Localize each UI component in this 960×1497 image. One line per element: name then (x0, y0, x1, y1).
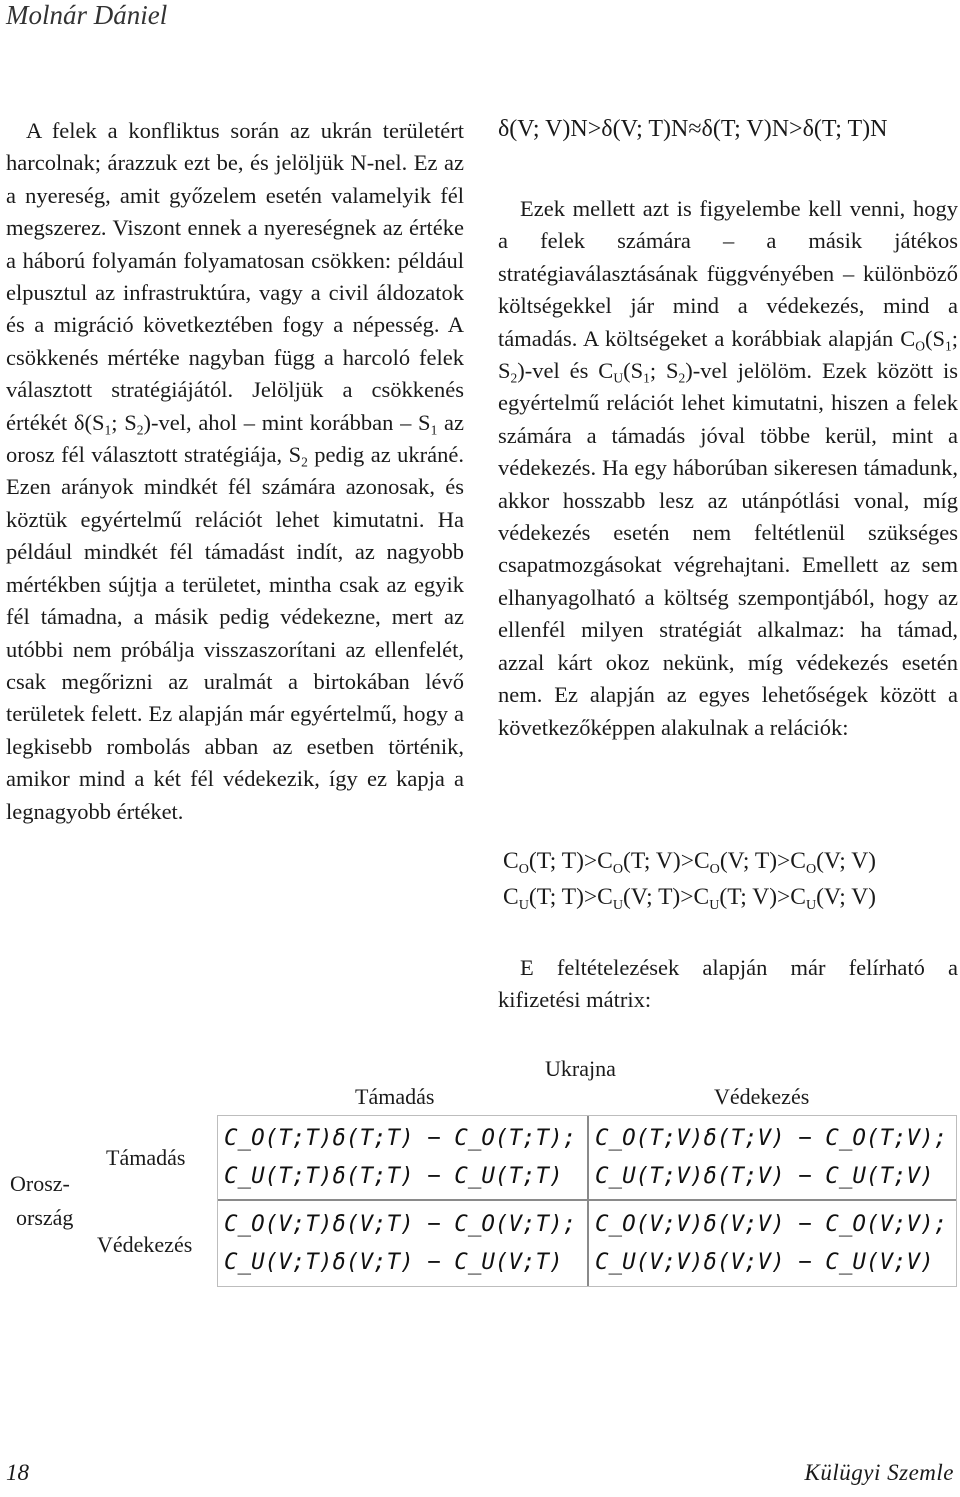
right-paragraph-1 (498, 193, 958, 744)
left-column-text (6, 115, 464, 828)
text-run: pedig az ukráné. Ezen arányok mindkét fél számára azonosak, és köztük egyértelmű relációt lehet kimutatni. Ha például mindkét fél támadást indít, az nagyobb mértékben sújtja a területet, mintha csak az egyik fél támadna, a másik pedig védekezne, mert az utóbbi nem próbálja visszaszorítani az ellenfelét, csak megőrizni az uralmát a birtokában lévő területek felett. Ez alapján már egyértelmű, hogy a legkisebb rombolás abban az esetben történik, amikor mind a két fél védekezik, így ez kapja a legnagyobb értéket. (6, 442, 464, 824)
text-run: (V; V) (816, 848, 876, 874)
right-column-text (498, 193, 958, 744)
subscript: O (612, 860, 624, 877)
right-paragraph-2: E feltételezések alapján már felírható a kifizetési mátrix: (498, 955, 958, 1013)
text-run: (S (924, 325, 945, 351)
matrix-cell-vt-ukraine: C_U(V;T)δ(V;T) − C_U(V;T) (224, 1249, 563, 1275)
text-run: C (503, 848, 519, 874)
text-run: A felek a konfliktus során az ukrán területért harcolnak; árazzuk ezt be, és jelöljük N-nel. Ez az a nyereség, amit győzelem esetén valamelyik fél megszerez. Viszont ennek a nyereségnek az értéke a háború folyamán folyamatosan csökken: például elpusztul az infrastruktúra, vagy a civil áldozatok és a migráció következtében fogy a népesség. A csökkenés mértéke nagyban függ a harcoló felek választott stratégiájától. Jelöljük a csökkenés értékét (6, 118, 464, 435)
text-run: )-vel és C (517, 358, 614, 384)
subscript: 1 (104, 422, 112, 438)
matrix-cell-tv-russia: C_O(T;V)δ(T;V) − C_O(T;V); (595, 1125, 948, 1151)
ukraine-label: Ukrajna (545, 1056, 616, 1081)
text-run: δ(S (73, 409, 105, 435)
subscript: 1 (430, 422, 438, 438)
text-run: )-vel, ahol – mint korábban – S (143, 409, 431, 435)
column-defend-label: Védekezés (714, 1084, 810, 1109)
subscript: O (709, 860, 720, 877)
matrix-horizontal-divider (218, 1199, 956, 1201)
subscript: U (612, 896, 624, 913)
matrix-cell-tt-russia: C_O(T;T)δ(T;T) − C_O(T;T); (224, 1125, 577, 1151)
subscript: U (613, 370, 624, 386)
subscript: 1 (944, 338, 952, 354)
payoff-matrix (217, 1115, 957, 1287)
russia-label-line2: ország (16, 1205, 74, 1230)
text-run: (T; V)>C (623, 848, 710, 874)
matrix-cell-vv-ukraine: C_U(V;V)δ(V;V) − C_U(V;V) (595, 1249, 934, 1275)
subscript: O (805, 860, 817, 877)
matrix-cell-tt-ukraine: C_U(T;T)δ(T;T) − C_U(T;T) (224, 1163, 563, 1189)
matrix-cell-tv-ukraine: C_U(T;V)δ(T;V) − C_U(T;V) (595, 1163, 934, 1189)
text-run: (T; T)>C (528, 848, 613, 874)
subscript: U (805, 896, 817, 913)
row-attack-label: Támadás (106, 1145, 186, 1170)
subscript: 2 (678, 370, 686, 386)
matrix-vertical-divider (587, 1116, 589, 1286)
running-header-author: Molnár Dániel (6, 0, 168, 30)
journal-name: Külügyi Szemle (804, 1460, 954, 1485)
text-run: (V; V) (816, 884, 876, 910)
text-run: ; S (111, 409, 137, 435)
subscript: 1 (643, 370, 650, 386)
subscript: O (518, 860, 529, 877)
matrix-cell-vv-russia: C_O(V;V)δ(V;V) − C_O(V;V); (595, 1211, 948, 1237)
subscript: O (915, 338, 925, 354)
cost-relation-russia (503, 848, 958, 875)
text-run: (V; T)>C (719, 848, 806, 874)
text-run: ; S (498, 325, 958, 384)
subscript: U (709, 896, 720, 913)
text-run: )-vel jelölöm. Ezek között is egyértelmű relációt lehet kimutatni, hiszen a felek számára a támadás jóval többe kerül, mint a védekezés. Ha egy háborúban sikeresen támadunk, akkor hosszabb lesz az utánpótlási vonal, míg védekezés esetén nem feltétlenül szükséges csapatmozgásokat végrehajtani. Emellett az sem elhanyagolható a költség szempontjából, hogy az ellenfél milyen stratégiát alkalmaz: ha támad, azzal kárt okoz nekünk, míg védekezés esetén nem. Ez alapján az egyes lehetőségek között a következőképpen alakulnak a relációk: (498, 358, 958, 740)
text-run: ; S (649, 358, 679, 384)
text-run: C (503, 884, 519, 910)
cost-relation-ukraine (503, 884, 958, 911)
row-defend-label: Védekezés (97, 1232, 193, 1257)
left-paragraph (6, 115, 464, 828)
subscript: 2 (510, 370, 518, 386)
text-run: Ezek mellett azt is figyelembe kell venni, hogy a felek számára – a másik játékos stratégiaválasztásának függvényében – különböző költségekkel jár mind a védekezés, mind a támadás. A költségeket a korábbiak alapján C (498, 196, 958, 351)
delta-relation-formula: δ(V; V)N>δ(V; T)N≈δ(T; V)N>δ(T; T)N (498, 116, 888, 142)
russia-label-line1: Orosz- (10, 1171, 70, 1196)
text-run: (V; T)>C (623, 884, 710, 910)
page-number: 18 (6, 1460, 29, 1485)
text-run: (S (623, 358, 644, 384)
text-run: az orosz fél választott stratégiája, S (6, 409, 465, 468)
matrix-cell-vt-russia: C_O(V;T)δ(V;T) − C_O(V;T); (224, 1211, 577, 1237)
text-run: (T; V)>C (719, 884, 806, 910)
subscript: 2 (301, 454, 308, 470)
column-attack-label: Támadás (355, 1084, 435, 1109)
text-run: (T; T)>C (528, 884, 613, 910)
subscript: 2 (136, 422, 144, 438)
subscript: U (518, 896, 529, 913)
